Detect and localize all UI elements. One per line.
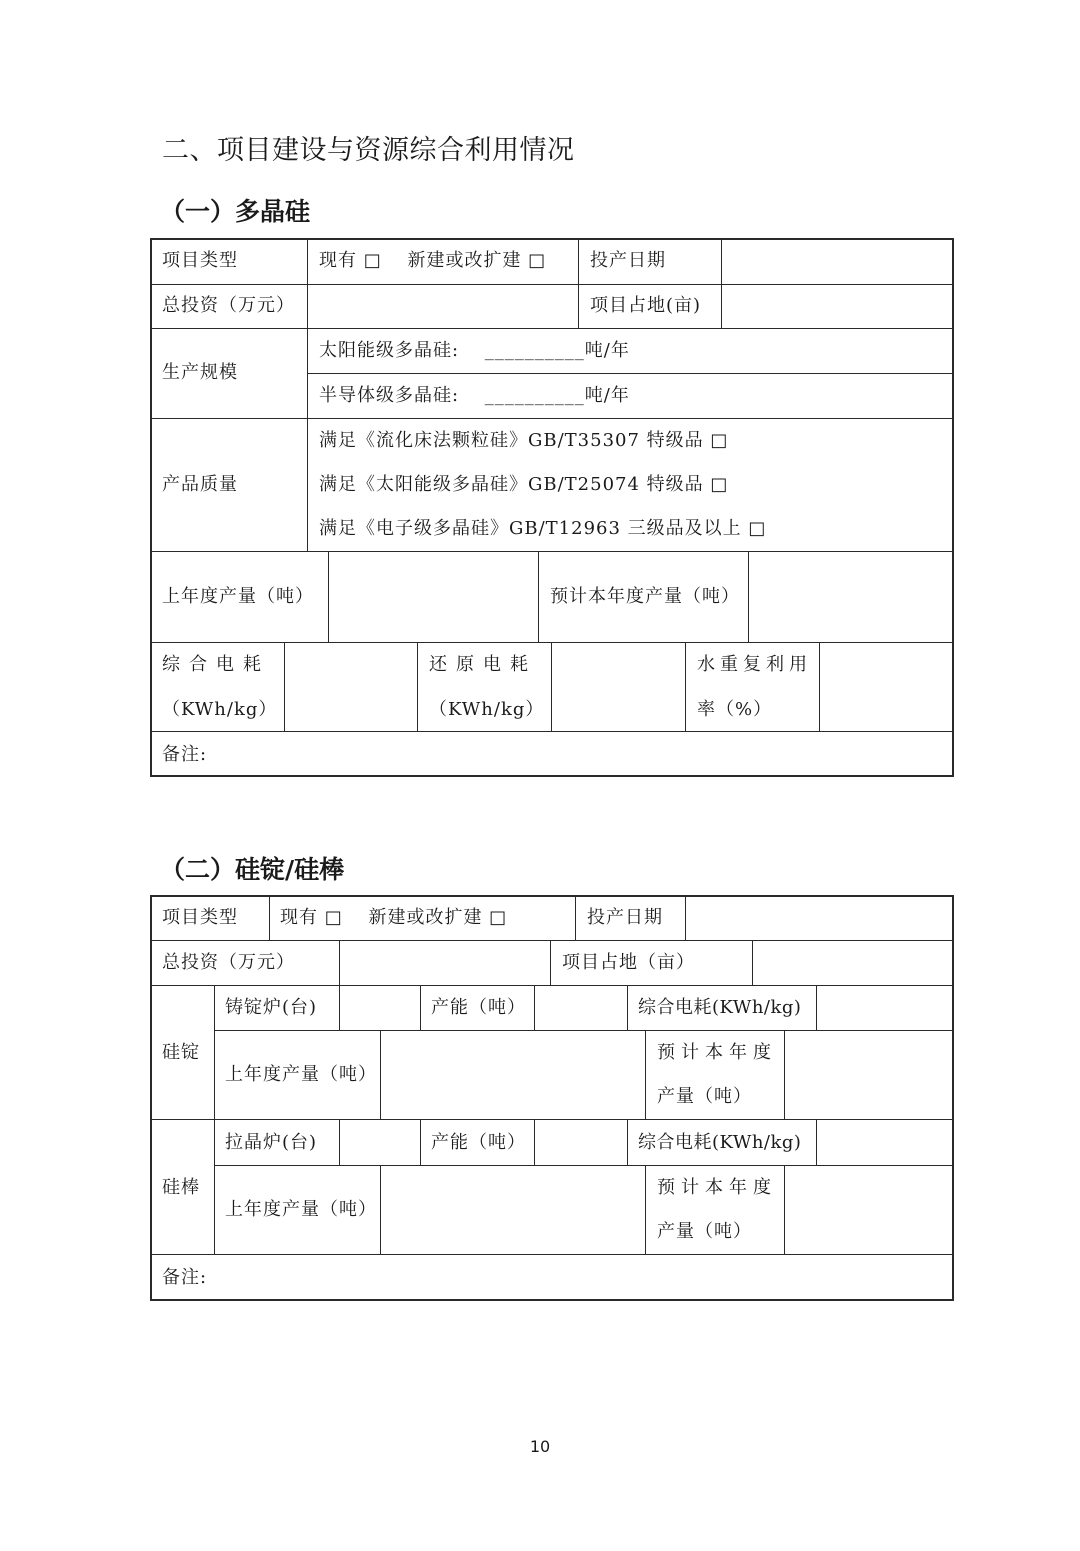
reduction-power-field[interactable]	[552, 643, 685, 731]
project-type-checkboxes[interactable]: 现有 □ 新建或改扩建 □	[319, 250, 547, 271]
label-rod-expected-b: 产量（吨）	[657, 1221, 752, 1242]
ingot-expected-field[interactable]	[785, 1031, 952, 1119]
label-casting-furnace: 铸锭炉(台)	[225, 997, 318, 1018]
power-consumption-field[interactable]	[285, 643, 417, 731]
label-ingot-power: 综合电耗(KWh/kg)	[638, 997, 802, 1018]
crystal-furnace-field[interactable]	[340, 1120, 420, 1165]
quality-option-electronic[interactable]: 满足《电子级多晶硅》GB/T12963 三级品及以上 □	[319, 518, 767, 539]
page-number: 10	[529, 1437, 551, 1456]
solar-grade-polysilicon[interactable]: 太阳能级多晶硅: __________吨/年	[319, 340, 630, 361]
label-crystal-furnace: 拉晶炉(台)	[225, 1132, 318, 1153]
section-title: 二、项目建设与资源综合利用情况	[162, 135, 575, 166]
ingot-label-total-investment: 总投资（万元）	[162, 952, 295, 973]
label-power-consumption: 综合电耗	[162, 654, 270, 675]
label-start-date: 投产日期	[590, 250, 666, 271]
label-rod-capacity: 产能（吨）	[431, 1132, 526, 1153]
rod-capacity-field[interactable]	[535, 1120, 627, 1165]
ingot-total-investment-field[interactable]	[340, 941, 550, 985]
label-ingot-expected-a: 预计本年度	[657, 1042, 777, 1063]
ingot-last-year-field[interactable]	[381, 1031, 645, 1119]
water-reuse-field[interactable]	[820, 643, 952, 731]
label-production-scale: 生产规模	[162, 362, 238, 383]
label-rod-last-year: 上年度产量（吨）	[225, 1199, 377, 1220]
label-water-reuse-unit: 率（%）	[697, 699, 773, 720]
rod-last-year-field[interactable]	[381, 1166, 645, 1254]
ingot-remarks-field[interactable]: 备注:	[162, 1267, 208, 1288]
expected-output-field[interactable]	[749, 552, 952, 642]
label-ingot-last-year: 上年度产量（吨）	[225, 1064, 377, 1085]
quality-option-solar[interactable]: 满足《太阳能级多晶硅》GB/T25074 特级品 □	[319, 474, 729, 495]
label-power-unit: （KWh/kg）	[162, 699, 278, 720]
land-area-field[interactable]	[722, 285, 952, 328]
ingot-label-project-type: 项目类型	[162, 907, 238, 928]
label-rod: 硅棒	[162, 1177, 200, 1198]
casting-furnace-field[interactable]	[340, 986, 420, 1030]
start-date-field[interactable]	[722, 240, 952, 284]
label-ingot-expected-b: 产量（吨）	[657, 1086, 752, 1107]
label-rod-power: 综合电耗(KWh/kg)	[638, 1132, 802, 1153]
ingot-label-start-date: 投产日期	[587, 907, 663, 928]
ingot-rod-heading: （二）硅锭/硅棒	[160, 855, 345, 884]
label-ingot: 硅锭	[162, 1042, 200, 1063]
ingot-capacity-field[interactable]	[535, 986, 627, 1030]
semiconductor-grade-polysilicon[interactable]: 半导体级多晶硅: __________吨/年	[319, 385, 630, 406]
ingot-label-land-area: 项目占地（亩）	[562, 952, 695, 973]
label-expected-output: 预计本年度产量（吨）	[550, 586, 740, 607]
polysilicon-heading: （一）多晶硅	[160, 197, 311, 226]
remarks-field[interactable]: 备注:	[162, 744, 208, 765]
label-product-quality: 产品质量	[162, 474, 238, 495]
label-rod-expected-a: 预计本年度	[657, 1177, 777, 1198]
label-reduction-power: 还原电耗	[429, 654, 537, 675]
label-project-type: 项目类型	[162, 250, 238, 271]
quality-option-granular[interactable]: 满足《流化床法颗粒硅》GB/T35307 特级品 □	[319, 430, 729, 451]
ingot-power-field[interactable]	[817, 986, 952, 1030]
last-year-output-field[interactable]	[329, 552, 538, 642]
label-last-year-output: 上年度产量（吨）	[162, 586, 314, 607]
rod-power-field[interactable]	[817, 1120, 952, 1165]
ingot-land-area-field[interactable]	[753, 941, 952, 985]
label-ingot-capacity: 产能（吨）	[431, 997, 526, 1018]
label-land-area: 项目占地(亩)	[590, 295, 702, 316]
rod-expected-field[interactable]	[785, 1166, 952, 1254]
ingot-start-date-field[interactable]	[686, 897, 952, 940]
ingot-project-type-checkboxes[interactable]: 现有 □ 新建或改扩建 □	[280, 907, 508, 928]
label-reduction-unit: （KWh/kg）	[429, 699, 545, 720]
total-investment-field[interactable]	[308, 285, 578, 328]
label-water-reuse: 水重复利用	[697, 654, 812, 675]
label-total-investment: 总投资（万元）	[162, 295, 295, 316]
